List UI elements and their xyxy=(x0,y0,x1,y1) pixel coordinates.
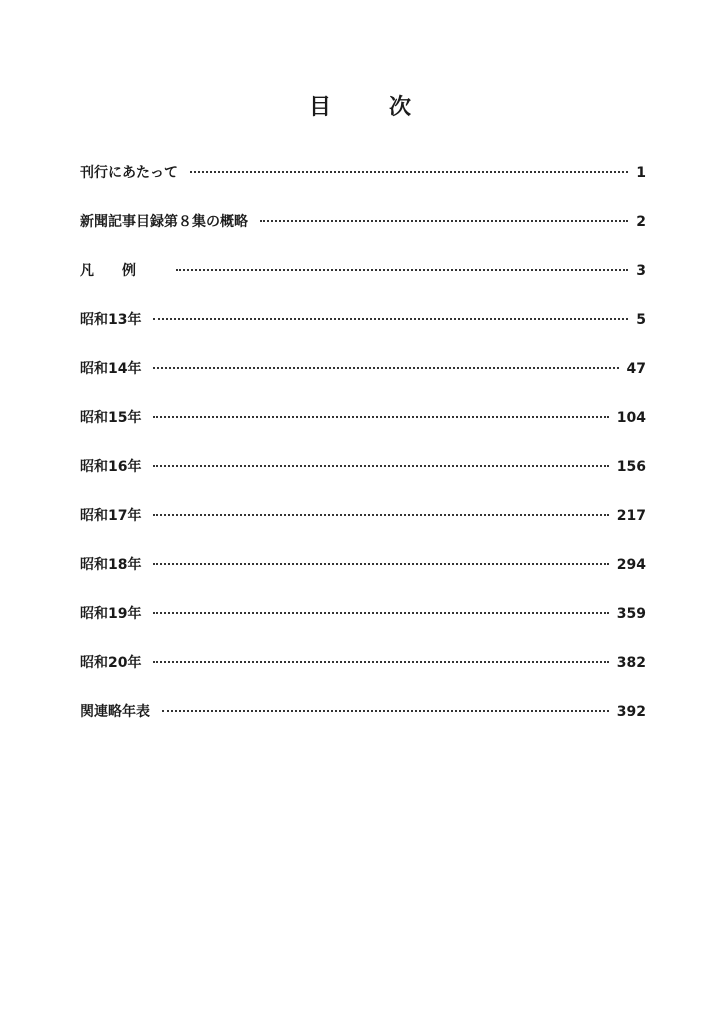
dot-leader xyxy=(153,661,608,663)
dot-leader xyxy=(153,563,608,565)
toc-row[interactable] xyxy=(80,260,646,309)
toc-entry-label: 刊行にあたって xyxy=(80,165,178,181)
dot-leader xyxy=(153,514,608,516)
dot-leader xyxy=(153,465,608,467)
toc-row[interactable] xyxy=(80,309,646,358)
toc-row[interactable] xyxy=(80,211,646,260)
toc-entry-label: 昭和13年 xyxy=(80,312,142,328)
dot-leader xyxy=(176,269,628,271)
table-of-contents xyxy=(80,162,646,750)
toc-row[interactable] xyxy=(80,407,646,456)
toc-page-number: 104 xyxy=(616,410,646,426)
dot-leader xyxy=(153,612,608,614)
toc-page-number: 2 xyxy=(636,214,646,230)
toc-row[interactable] xyxy=(80,162,646,211)
toc-entry-label: 昭和14年 xyxy=(80,361,142,377)
toc-row[interactable] xyxy=(80,554,646,603)
toc-row[interactable] xyxy=(80,456,646,505)
toc-page-number: 294 xyxy=(616,557,646,573)
page-title xyxy=(0,90,720,121)
toc-entry-label: 昭和18年 xyxy=(80,557,142,573)
dot-leader xyxy=(190,171,628,173)
toc-entry-label: 昭和15年 xyxy=(80,410,142,426)
toc-page-number: 359 xyxy=(616,606,646,622)
toc-entry-label: 昭和16年 xyxy=(80,459,142,475)
toc-row[interactable] xyxy=(80,701,646,750)
toc-entry-label: 新聞記事目録第８集の概略 xyxy=(80,214,248,230)
toc-row[interactable] xyxy=(80,505,646,554)
toc-row[interactable] xyxy=(80,652,646,701)
toc-entry-label: 凡例 xyxy=(80,263,164,279)
dot-leader xyxy=(162,710,609,712)
toc-row[interactable] xyxy=(80,358,646,407)
toc-page-number: 392 xyxy=(616,704,646,720)
dot-leader xyxy=(153,318,628,320)
toc-entry-label: 昭和17年 xyxy=(80,508,142,524)
toc-page-number: 1 xyxy=(636,165,646,181)
dot-leader xyxy=(260,220,628,222)
toc-page-number: 5 xyxy=(636,312,646,328)
toc-entry-label: 昭和19年 xyxy=(80,606,142,622)
toc-page-number: 156 xyxy=(616,459,646,475)
toc-page-number: 47 xyxy=(626,361,646,377)
title-char-2: 次 xyxy=(389,95,412,120)
title-char-1: 目 xyxy=(308,95,331,120)
toc-row[interactable] xyxy=(80,603,646,652)
toc-page-number: 3 xyxy=(636,263,646,279)
toc-page-number: 217 xyxy=(616,508,646,524)
toc-entry-label: 関連略年表 xyxy=(80,704,150,720)
toc-entry-label: 昭和20年 xyxy=(80,655,142,671)
dot-leader xyxy=(153,416,608,418)
dot-leader xyxy=(153,367,618,369)
toc-page-number: 382 xyxy=(616,655,646,671)
